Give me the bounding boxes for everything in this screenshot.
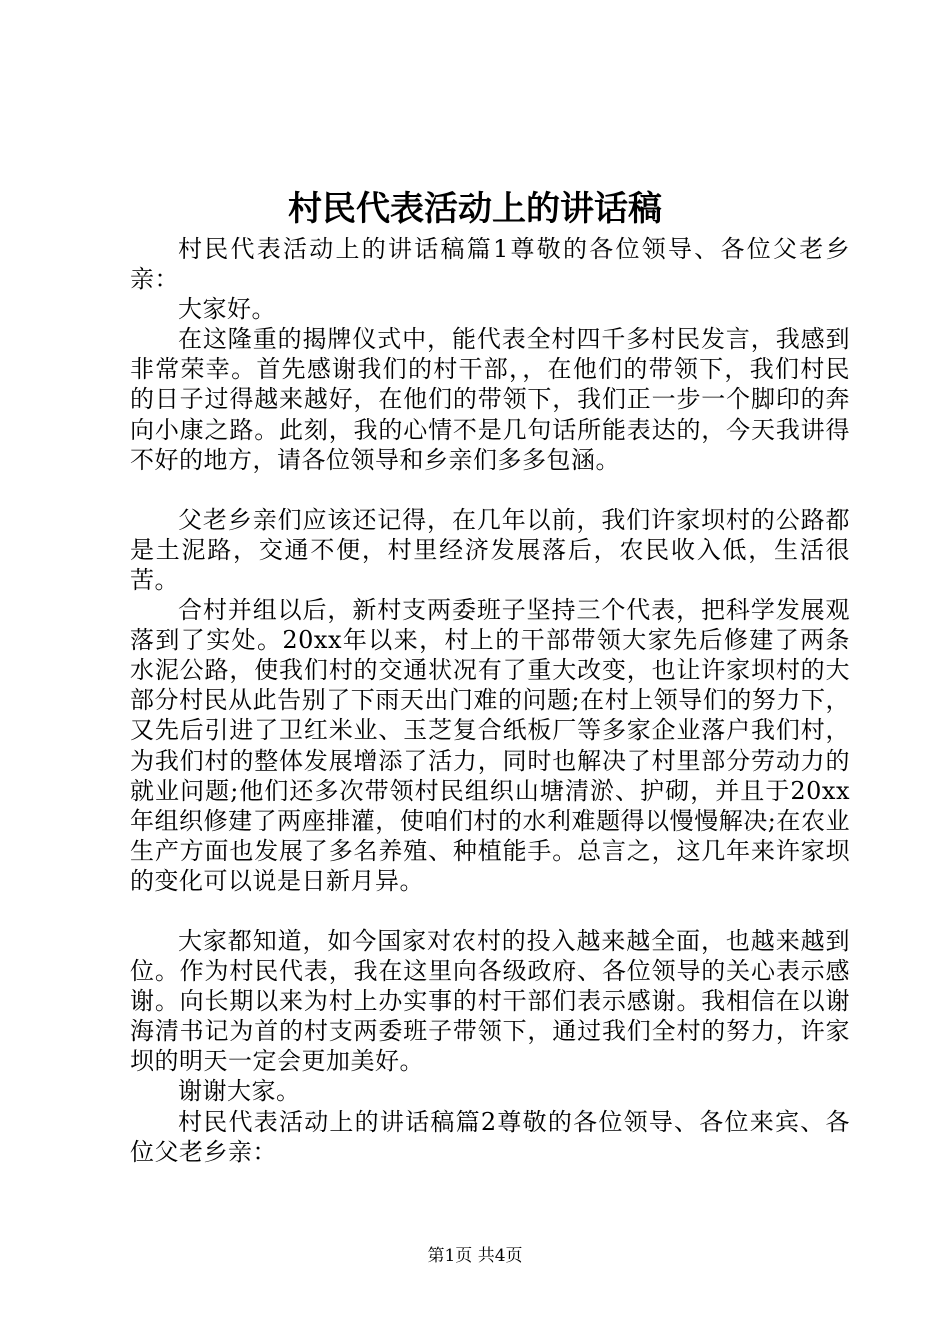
document-body bbox=[130, 234, 850, 1167]
paragraph-opening: 村民代表活动上的讲话稿篇1尊敬的各位领导、各位父老乡亲： bbox=[130, 235, 850, 294]
paragraph-closing: 谢谢大家。 bbox=[178, 1077, 301, 1106]
document-title: 村民代表活动上的讲话稿 bbox=[288, 189, 662, 229]
paragraph-greeting: 大家好。 bbox=[178, 295, 276, 324]
paragraph-speech-2-opening: 村民代表活动上的讲话稿篇2尊敬的各位领导、各位来宾、各位父老乡亲： bbox=[130, 1107, 850, 1166]
paragraph-history: 父老乡亲们应该还记得，在几年以前，我们许家坝村的公路都是土泥路，交通不便，村里经济发展落后，农民收入低，生活很苦。 bbox=[130, 505, 850, 594]
page-number-footer: 第1页 共4页 bbox=[427, 1246, 523, 1266]
paragraph-thanks: 在这隆重的揭牌仪式中，能代表全村四千多村民发言，我感到非常荣幸。首先感谢我们的村干部，，在他们的带领下，我们村民的日子过得越来越好，在他们的带领下，我们正一步一个脚印的奔向小康之路。此刻，我的心情不是几句话所能表达的，今天我讲得不好的地方，请各位领导和乡亲们多多包涵。 bbox=[130, 325, 850, 474]
paragraph-development: 合村并组以后，新村支两委班子坚持三个代表，把科学发展观落到了实处。20xx年以来，村上的干部带领大家先后修建了两条水泥公路，使我们村的交通状况有了重大改变，也让许家坝村的大部分村民从此告别了下雨天出门难的问题;在村上领导们的努力下，又先后引进了卫红米业、玉芝复合纸板厂等多家企业落户我们村，为我们村的整体发展增添了活力，同时也解决了村里部分劳动力的就业问题;他们还多次带领村民组织山塘清淤、护砌，并且于20xx年组织修建了两座排灌，使咱们村的水利难题得以慢慢解决;在农业生产方面也发展了多名养殖、种植能手。总言之，这几年来许家坝的变化可以说是日新月异。 bbox=[130, 596, 850, 895]
paragraph-gratitude: 大家都知道，如今国家对农村的投入越来越全面，也越来越到位。作为村民代表，我在这里向各级政府、各位领导的关心表示感谢。向长期以来为村上办实事的村干部们表示感谢。我相信在以谢海清书记为首的村支两委班子带领下，通过我们全村的努力，许家坝的明天一定会更加美好。 bbox=[130, 926, 850, 1076]
